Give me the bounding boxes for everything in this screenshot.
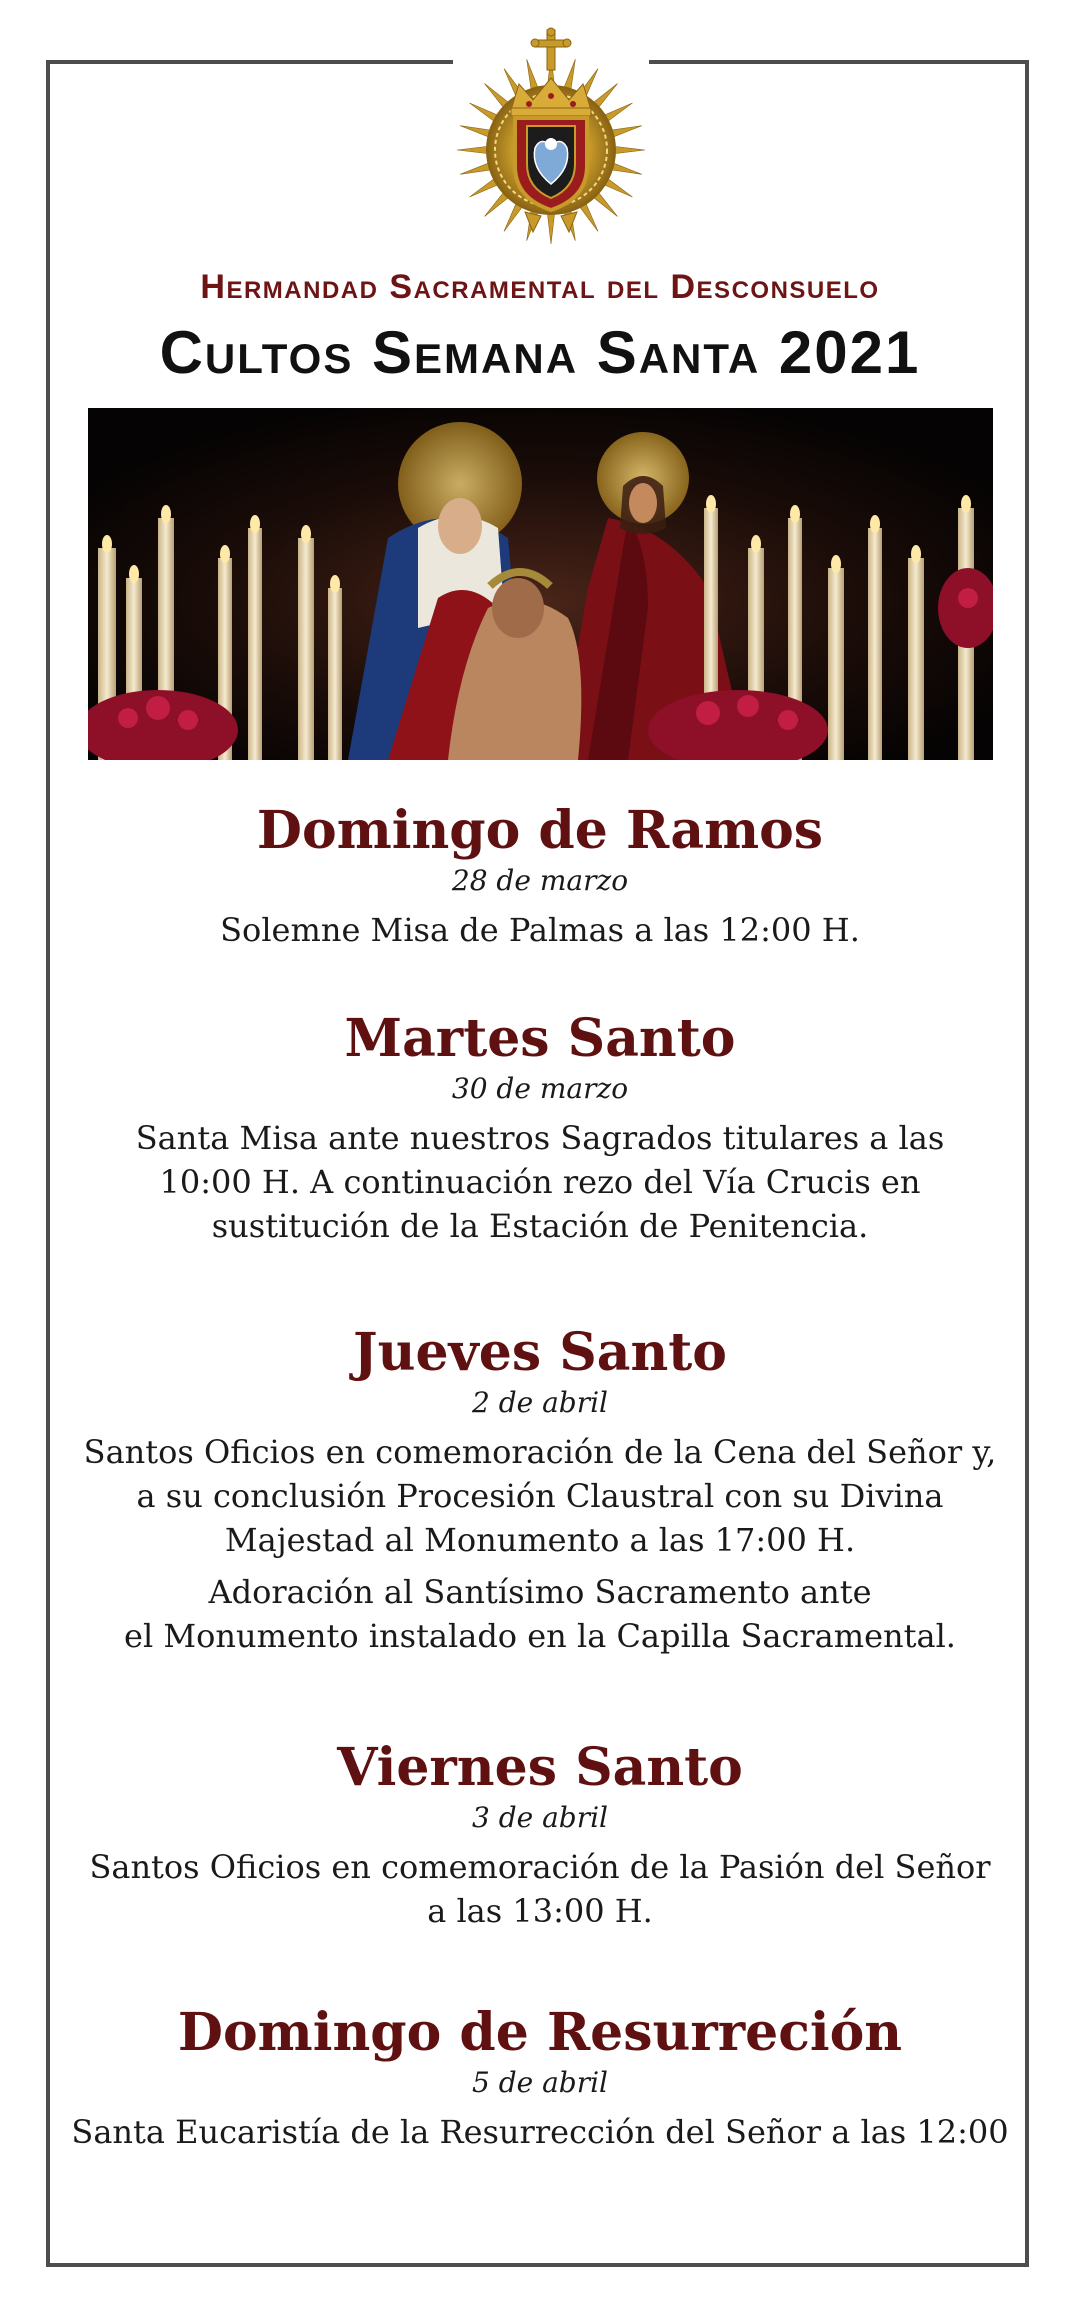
day-description-line: Santos Oficios en comemoración de la Pasión del Señor: [89, 1848, 991, 1886]
day-description: Solemne Misa de Palmas a las 12:00 H.: [220, 911, 860, 949]
day-section-holy-thursday: [0, 1322, 1080, 1658]
day-date: 30 de marzo: [451, 1072, 629, 1105]
sacred-images-photo: [88, 408, 993, 760]
day-title: Viernes Santo: [337, 1737, 743, 1798]
day-description-line: Santa Misa ante nuestros Sagrados titulares a las: [135, 1119, 945, 1157]
day-title: Domingo de Ramos: [256, 800, 824, 861]
day-description-line: Santos Oficios en comemoración de la Cena del Señor y,: [83, 1433, 997, 1471]
day-section-palm-sunday: [0, 800, 1080, 952]
day-description-line: el Monumento instalado en la Capilla Sacramental.: [124, 1617, 956, 1655]
day-section-easter-sunday: [0, 2002, 1080, 2154]
day-section-good-friday: [0, 1737, 1080, 1933]
day-description-line: a las 13:00 H.: [427, 1892, 653, 1930]
day-date: 3 de abril: [471, 1801, 609, 1834]
day-description-line: Adoración al Santísimo Sacramento ante: [208, 1573, 872, 1611]
day-description: Santa Eucaristía de la Resurrección del Señor a las 12:00: [71, 2113, 1009, 2151]
page-title: Cultos Semana Santa 2021: [159, 319, 921, 386]
brotherhood-name: Hermandad Sacramental del Desconsuelo: [200, 268, 880, 306]
day-description-line: Majestad al Monumento a las 17:00 H.: [224, 1521, 856, 1559]
day-date: 2 de abril: [471, 1386, 609, 1419]
day-description-line: sustitución de la Estación de Penitencia.: [211, 1207, 869, 1245]
day-title: Martes Santo: [344, 1008, 736, 1069]
day-date: 28 de marzo: [451, 864, 629, 897]
day-title: Jueves Santo: [353, 1322, 727, 1383]
day-section-holy-tuesday: [0, 1008, 1080, 1248]
brotherhood-crest-icon: [449, 26, 653, 254]
day-date: 5 de abril: [471, 2066, 609, 2099]
day-description-line: a su conclusión Procesión Claustral con su Divina: [136, 1477, 944, 1515]
day-description-line: 10:00 H. A continuación rezo del Vía Crucis en: [159, 1163, 921, 1201]
day-title: Domingo de Resurreción: [177, 2002, 903, 2063]
